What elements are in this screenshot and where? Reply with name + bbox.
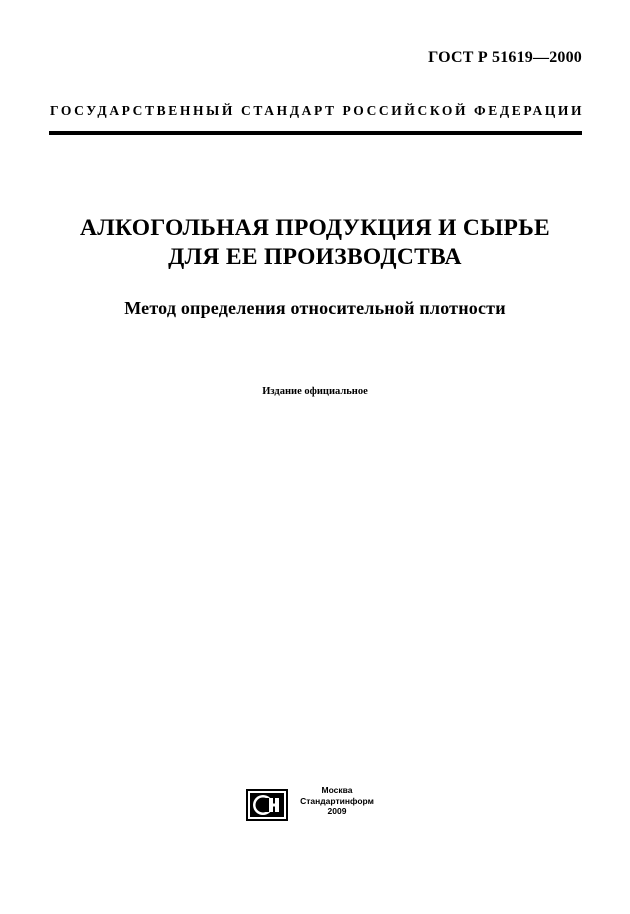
state-standard-heading: ГОСУДАРСТВЕННЫЙ СТАНДАРТ РОССИЙСКОЙ ФЕДЕРАЦИИ: [50, 103, 585, 118]
imprint: [292, 785, 382, 817]
imprint-year: 2009: [327, 806, 347, 816]
document-subtitle: Метод определения относительной плотности: [124, 298, 506, 318]
edition-note: Издание официальное: [262, 386, 368, 397]
document-number: ГОСТ Р 51619—2000: [428, 49, 582, 66]
divider-rule: [49, 131, 582, 135]
imprint-city: Москва: [321, 785, 353, 795]
title-line-1: АЛКОГОЛЬНАЯ ПРОДУКЦИЯ И СЫРЬЕ: [79, 215, 551, 241]
title-line-2: ДЛЯ ЕЕ ПРОИЗВОДСТВА: [168, 244, 462, 270]
imprint-publisher: Стандартинформ: [300, 795, 374, 806]
document-title: [40, 214, 590, 272]
standartinform-logo-icon: [246, 789, 288, 821]
